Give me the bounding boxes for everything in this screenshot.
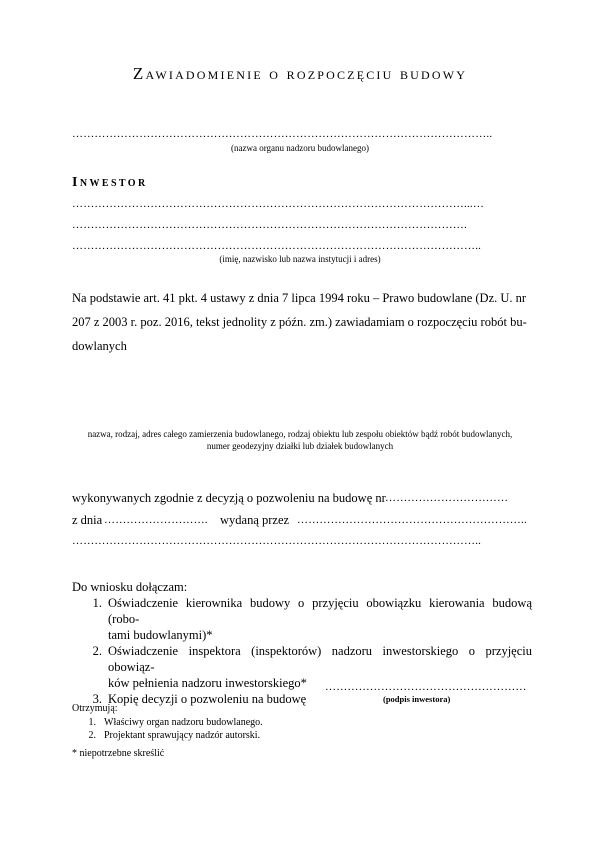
recipients-list	[72, 716, 263, 742]
issuing-authority-field[interactable]: ……………………………………………………..	[297, 514, 527, 526]
investor-caption: (imię, nazwisko lub nazwa instytucji i adres)	[219, 254, 381, 264]
permit-line-1	[72, 491, 386, 506]
attachment-text-line: ków pełnienia nadzoru inwestorskiego*	[108, 676, 307, 690]
recipient-item	[72, 729, 263, 742]
paragraph-line-2: 207 z 2003 r. poz. 2016, tekst jednolity z późn. zm.) zawiadamiam o rozpoczęciu robót bu-	[72, 315, 527, 329]
recipients-heading: Otrzymują:	[72, 703, 118, 714]
permit-extra-field[interactable]: ………………………………………………………………………………………………..	[72, 535, 482, 547]
investor-line-1[interactable]: ……………………………………………………………………………………………...…	[72, 198, 485, 210]
organ-name-caption: (nazwa organu nadzoru budowlanego)	[230, 143, 370, 153]
paragraph-line-1: Na podstawie art. 41 pkt. 4 ustawy z dnia 7 lipca 1994 roku – Prawo budowlane (Dz. U. nr	[72, 291, 527, 305]
document-title: Zawiadomienie o rozpoczęciu budowy	[132, 64, 468, 83]
permit-date-label: z dnia	[72, 513, 103, 527]
attachment-text-line: tami budowlanymi)*	[108, 628, 213, 642]
footnote: * niepotrzebne skreślić	[72, 748, 165, 759]
signature-field[interactable]: ………………………………………………	[325, 681, 527, 693]
attachment-text-line: Oświadczenie inspektora (inspektorów) nadzoru inwestorskiego o przyjęciu obowiąz-	[108, 644, 532, 674]
paragraph-line-3: dowlanych	[72, 339, 127, 353]
object-caption-line-1: nazwa, rodzaj, adres całego zamierzenia budowlanego, rodzaj obiektu lub zespołu obiektów bądź robót budowlanych,	[87, 429, 513, 439]
permit-label: wykonywanych zgodnie z decyzją o pozwoleniu na budowę nr	[72, 491, 386, 505]
recipient-number: 1.	[88, 717, 96, 728]
legal-paragraph	[72, 286, 530, 358]
recipient-item	[72, 716, 263, 729]
attachment-item	[72, 691, 532, 707]
attachment-text-line: Oświadczenie kierownika budowy o przyjęciu obowiązku kierowania budową (robo-	[108, 596, 532, 626]
attachment-text	[108, 595, 532, 643]
recipient-text: Właściwy organ nadzoru budowlanego.	[104, 717, 263, 728]
attachment-text	[108, 691, 532, 707]
attachment-text-line: Kopię decyzji o pozwoleniu na budowę	[108, 692, 307, 706]
attachment-item	[72, 595, 532, 643]
organ-name-field[interactable]: …………………………………………………………………………………………………..	[72, 128, 493, 140]
issued-by-label: wydaną przez	[220, 513, 290, 527]
permit-date-field[interactable]: ……………………….	[104, 514, 208, 526]
investor-heading: Inwestor	[72, 175, 148, 190]
recipient-number: 2.	[88, 730, 96, 741]
attachment-number: 2.	[92, 644, 102, 658]
investor-line-2[interactable]: …………………………………………………………………………………………….	[72, 219, 467, 231]
attachment-number: 3.	[92, 692, 102, 706]
signature-caption: (podpis inwestora)	[383, 694, 451, 704]
attachment-number: 1.	[92, 596, 102, 610]
investor-line-3[interactable]: ………………………………………………………………………………………………..	[72, 240, 482, 252]
permit-number-field[interactable]: ……………………………	[385, 492, 509, 504]
attachments-heading: Do wniosku dołączam:	[72, 580, 188, 594]
recipient-text: Projektant sprawujący nadzór autorski.	[104, 730, 261, 741]
object-caption-line-2: numer geodezyjny działki lub działek budowlanych	[206, 441, 394, 451]
